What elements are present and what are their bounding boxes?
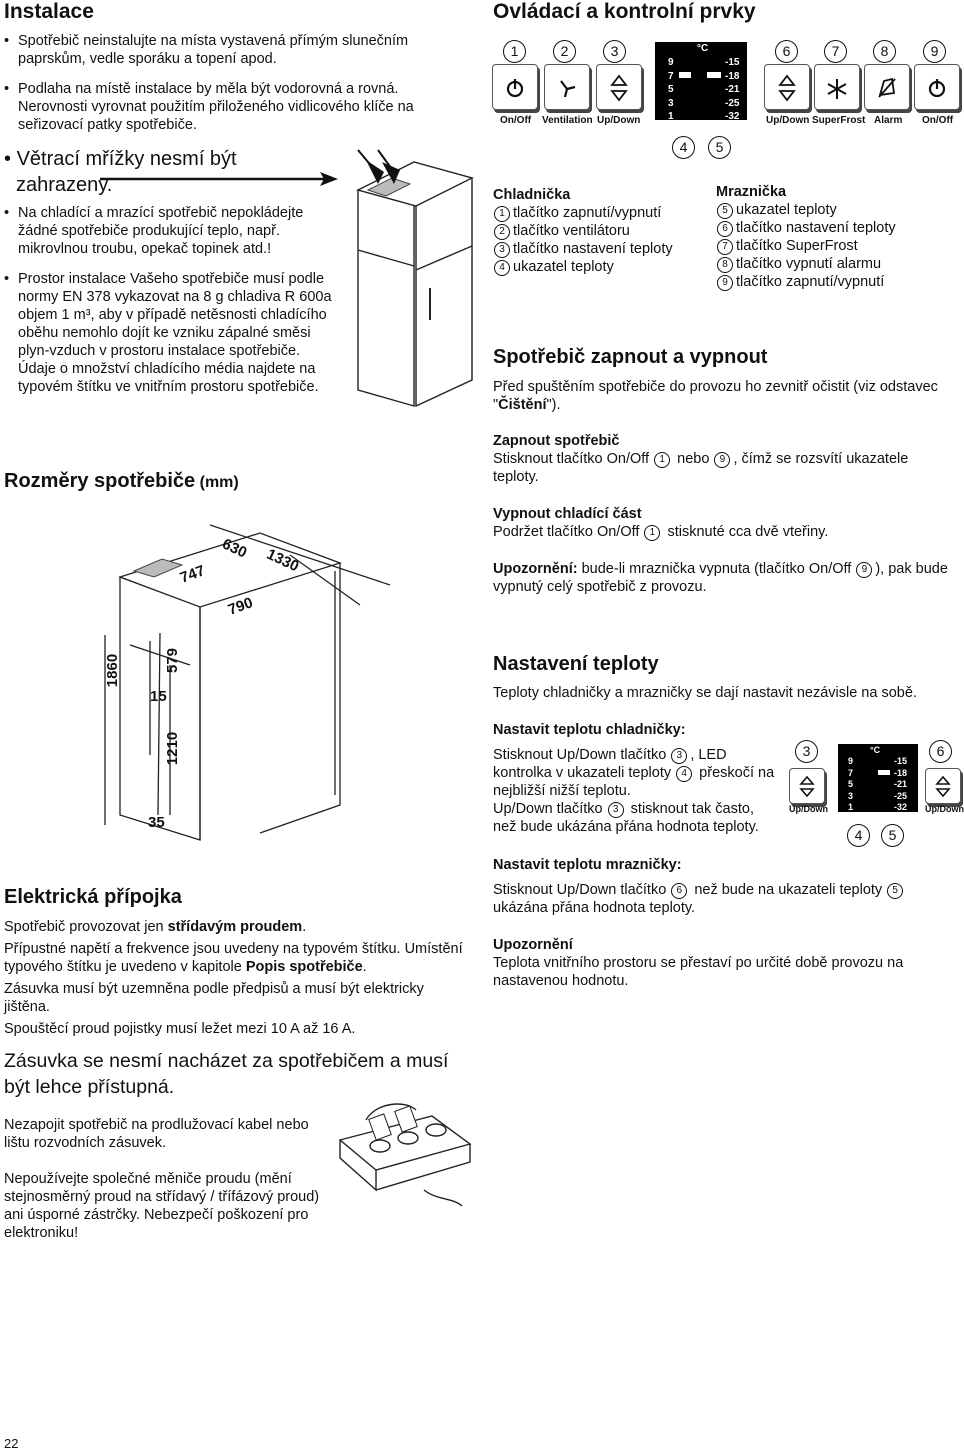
onoff-off-text: Podržet tlačítko On/Off 1 stisknuté cca dvě vteřiny. — [493, 524, 829, 540]
label-alarm: Alarm — [874, 115, 903, 126]
display-unit: °C — [697, 43, 709, 54]
onoff-off-title: Vypnout chladící část — [493, 506, 642, 522]
install-bullet-1: • Spotřebič neinstalujte na místa vystavená přímým slunečním paprskům, vedle sporáku a topení apod. — [4, 32, 470, 68]
electric-p6: Nepoužívejte společné měniče proudu (mění stejnosměrný proud na střídavý / třífázový proud) ani úsporné zástrčky. Nebezpečí poškození pro elektroniku! — [4, 1171, 320, 1241]
freezer-legend: Mraznička 5 ukazatel teploty 6 tlačítko nastavení teploty 7 tlačítko SuperFrost 8 tlačítko vypnutí alarmu 9 tlačítko zapnutí/vypnutí — [716, 183, 956, 291]
install-bullets-2 — [4, 204, 340, 396]
electric-p4: Spouštěcí proud pojistky musí ležet mezi 10 A až 16 A. — [4, 1021, 356, 1037]
temp-title: Nastavení teploty — [493, 653, 659, 675]
snowflake-icon — [815, 65, 859, 109]
callout-9: 9 — [923, 40, 946, 63]
vent-warning: • Větrací mřížky nesmí být zahrazeny. — [4, 148, 237, 196]
temp-freezer-text: Stisknout Up/Down tlačítko 6 než bude na ukazateli teploty 5 ukázána přána hodnota teploty. — [493, 881, 959, 917]
dim-1860: 1860 — [104, 653, 122, 688]
temp-freezer-title: Nastavit teplotu mrazničky: — [493, 857, 682, 873]
updown-icon — [926, 769, 960, 803]
vent-line-1: Větrací mřížky nesmí být — [16, 148, 237, 170]
install-bullets — [4, 32, 470, 134]
dim-1210: 1210 — [164, 731, 182, 766]
freezer-led — [707, 72, 721, 78]
freezer-legend-item-8: tlačítko vypnutí alarmu — [736, 256, 882, 272]
dimensions-title: Rozměry spotřebiče — [4, 470, 196, 492]
freezer-legend-item-9: tlačítko zapnutí/vypnutí — [736, 274, 885, 290]
fig-callout-3: 3 — [795, 740, 818, 763]
electric-p2: Přípustné napětí a frekvence jsou uvedeny na typovém štítku. Umístění typového štítku je uvedeno v kapitole Popis spotřebiče. — [4, 941, 463, 975]
fig-callout-6: 6 — [929, 740, 952, 763]
fig-label-updown-2: Up/Down — [925, 804, 964, 814]
install-title: Instalace — [4, 0, 94, 23]
fridge-legend-item-3: tlačítko nastavení teploty — [513, 241, 673, 257]
fig-temperature-display: °C 9 7 5 3 1 -15 -18 -21 -25 -32 — [838, 744, 918, 812]
updown-icon — [790, 769, 824, 803]
install-bullet-4: • Prostor instalace Vašeho spotřebiče musí podle normy EN 378 vykazovat na 8 g chladiva R 600a objem 1 m³, aby v případě netěsnosti chladícího oběhu nemohlo dojít ke vzniku zápalné směsi plyn-vzduch v prostoru instalace spotřebiče. Údaje o množství chladícího média najdete na typovém štítku ve vnitřním prostoru spotřebiče. — [4, 270, 340, 396]
label-onoff-fridge: On/Off — [500, 115, 532, 126]
dim-1330: 1330 — [263, 545, 302, 576]
electric-p5: Nezapojit spotřebič na prodlužovací kabel nebo lištu rozvodních zásuvek. — [4, 1117, 309, 1151]
updown-icon — [597, 65, 641, 109]
label-superfrost: SuperFrost — [812, 115, 866, 126]
electric-p1: Spotřebič provozovat jen střídavým proudem. — [4, 919, 307, 935]
fig-display-right-scale: -15 -18 -21 -25 -32 — [894, 756, 908, 812]
fig-freezer-led — [878, 770, 890, 775]
controls-title: Ovládací a kontrolní prvky — [493, 0, 756, 23]
onoff-on-title: Zapnout spotřebič — [493, 433, 620, 449]
dimensions-unit: (mm) — [199, 474, 239, 491]
fridge-legend-title: Chladnička — [493, 187, 571, 203]
freezer-legend-title: Mraznička — [716, 184, 787, 200]
power-strip-illustration — [336, 1100, 476, 1210]
electric-warning: Zásuvka se nesmí nacházet za spotřebičem a musí být lehce přístupná. — [4, 1050, 449, 1098]
superfrost-button[interactable] — [814, 64, 860, 110]
freezer-legend-item-6: tlačítko nastavení teploty — [736, 220, 896, 236]
fridge-onoff-button[interactable] — [492, 64, 538, 110]
fridge-legend-item-2: tlačítko ventilátoru — [513, 223, 630, 239]
install-bullet-2: • Podlaha na místě instalace by měla být vodorovná a rovná. Nerovnosti vyrovnat použitím přiloženého vidlicového klíče na seřizovací patky spotřebiče. — [4, 80, 470, 134]
dim-15: 15 — [150, 688, 167, 705]
label-updown-freezer: Up/Down — [766, 115, 810, 126]
label-updown-fridge: Up/Down — [597, 115, 641, 126]
alarm-bell-icon — [865, 65, 909, 109]
callout-1: 1 — [503, 40, 526, 63]
temp-intro: Teploty chladničky a mrazničky se dají nastavit nezávisle na sobě. — [493, 685, 917, 701]
display-right-scale: -15 -18 -21 -25 -32 — [725, 57, 740, 122]
label-ventilation: Ventilation — [542, 115, 593, 126]
dim-579: 579 — [164, 647, 182, 674]
dim-747: 747 — [177, 562, 208, 587]
fig-display-left-scale: 9 7 5 3 1 — [848, 756, 854, 812]
electric-title: Elektrická přípojka — [4, 886, 182, 908]
vent-line-2: zahrazeny. — [16, 174, 113, 196]
callout-2: 2 — [553, 40, 576, 63]
callout-4: 4 — [672, 136, 695, 159]
callout-8: 8 — [873, 40, 896, 63]
fig-callout-5: 5 — [881, 824, 904, 847]
dimensions-drawing — [90, 515, 390, 840]
onoff-on-text: Stisknout tlačítko On/Off 1 nebo 9 , čímž se rozsvítí ukazatele teploty. — [493, 451, 909, 485]
fig-fridge-updown-button[interactable] — [789, 768, 825, 804]
fridge-legend-item-4: ukazatel teploty — [513, 259, 614, 275]
dim-630: 630 — [219, 535, 250, 562]
ventilation-button[interactable] — [544, 64, 590, 110]
fan-icon — [545, 65, 589, 109]
display-left-scale: 9 7 5 3 1 — [668, 57, 674, 122]
label-onoff-freezer: On/Off — [922, 115, 954, 126]
freezer-updown-button[interactable] — [764, 64, 810, 110]
onoff-title: Spotřebič zapnout a vypnout — [493, 346, 768, 368]
temp-fridge-title: Nastavit teplotu chladničky: — [493, 722, 686, 738]
fig-callout-4: 4 — [847, 824, 870, 847]
updown-icon — [765, 65, 809, 109]
electric-text — [4, 918, 470, 1038]
freezer-legend-item-5: ukazatel teploty — [736, 202, 837, 218]
electric-p3: Zásuvka musí být uzemněna podle předpisů a musí být elektricky jištěna. — [4, 981, 424, 1015]
freezer-legend-item-7: tlačítko SuperFrost — [736, 238, 858, 254]
fig-freezer-updown-button[interactable] — [925, 768, 961, 804]
temp-note-text: Teplota vnitřního prostoru se přestaví po určité době provozu na nastavenou hodnotu. — [493, 955, 904, 989]
onoff-intro: Před spuštěním spotřebiče do provozu ho zevnitř očistit (viz odstavec "Čištění"). — [493, 379, 938, 413]
vent-arrow-icon — [100, 170, 340, 188]
freezer-onoff-button[interactable] — [914, 64, 960, 110]
fig-label-updown-1: Up/Down — [789, 804, 828, 814]
callout-3: 3 — [603, 40, 626, 63]
fridge-updown-button[interactable] — [596, 64, 642, 110]
onoff-note: Upozornění: bude-li mraznička vypnuta (tlačítko On/Off 9 ), pak bude vypnutý celý spotřebič z provozu. — [493, 561, 948, 595]
onoff-on — [493, 432, 957, 486]
dim-790: 790 — [225, 594, 256, 619]
dimensions-heading — [4, 470, 239, 493]
callout-7: 7 — [824, 40, 847, 63]
fridge-illustration — [344, 150, 479, 410]
temp-note-title: Upozornění — [493, 937, 573, 953]
fridge-legend-item-1: tlačítko zapnutí/vypnutí — [513, 205, 662, 221]
fridge-legend: Chladnička 1 tlačítko zapnutí/vypnutí 2 tlačítko ventilátoru 3 tlačítko nastavení teploty 4 ukazatel teploty — [493, 186, 703, 276]
install-bullet-3: • Na chladící a mrazící spotřebič nepokládejte žádné spotřebiče produkující teplo, např. mikrovlnou troubu, opekač topinek atd.! — [4, 204, 340, 258]
callout-5: 5 — [708, 136, 731, 159]
callout-6: 6 — [775, 40, 798, 63]
alarm-button[interactable] — [864, 64, 910, 110]
page-number: 22 — [4, 1436, 19, 1451]
temperature-display — [655, 42, 747, 120]
dim-35: 35 — [148, 814, 165, 831]
power-icon — [915, 65, 959, 109]
onoff-off — [493, 505, 957, 541]
temp-fridge-text: Stisknout Up/Down tlačítko 3 , LED kontrolka v ukazateli teploty 4 přeskočí na nejbližší nižší teplotu. Up/Down tlačítko 3 stisknout tak často, než bude ukázána přána hodnota teploty. — [493, 747, 775, 835]
fridge-led — [679, 72, 691, 78]
